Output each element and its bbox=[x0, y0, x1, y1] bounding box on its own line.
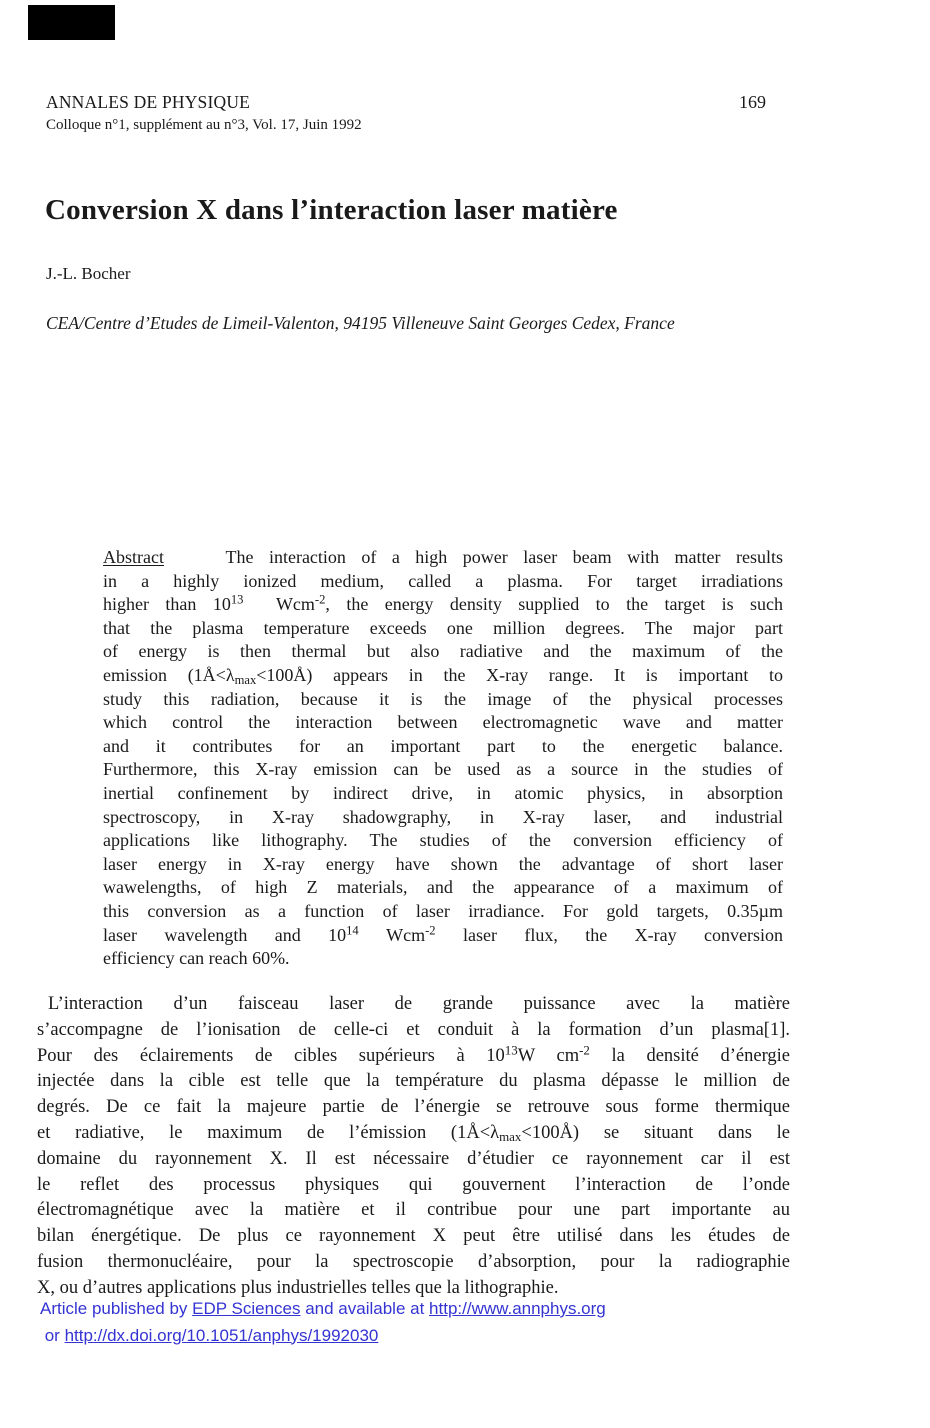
body-paragraph bbox=[37, 992, 790, 1302]
text-line: Furthermore, this X-ray emission can be used as a source in the studies of bbox=[103, 759, 783, 780]
text-line: L’interaction d’un faisceau laser de grande puissance avec la matière bbox=[48, 994, 790, 1014]
text-line: wawelengths, of high Z materials, and the appearance of a maximum of bbox=[103, 877, 783, 898]
redaction-box bbox=[28, 5, 115, 40]
footer-text-or: or bbox=[40, 1325, 65, 1345]
text-line: which control the interaction between electromagnetic wave and matter bbox=[103, 712, 783, 733]
text-line: électromagnétique avec la matière et il contribue pour une part importante au bbox=[37, 1200, 790, 1221]
text-line: X, ou d’autres applications plus industrielles telles que la lithographie. bbox=[37, 1277, 559, 1298]
text-line: and it contributes for an important part to the energetic balance. bbox=[103, 735, 783, 756]
footer-text-middle: and available at bbox=[300, 1299, 430, 1318]
text-line: et radiative, le maximum de l’émission $(1Å<\lambda_{max}<100Å)$ se situant dans le bbox=[37, 1122, 790, 1145]
text-line: this conversion as a function of laser irradiance. For gold targets, 0.35µm bbox=[103, 900, 783, 921]
text-line: of energy is then thermal but also radiative and the maximum of the bbox=[103, 641, 783, 662]
doi-link[interactable]: http://dx.doi.org/10.1051/anphys/1992030 bbox=[64, 1325, 379, 1345]
text-line: degrés. De ce fait la majeure partie de l’énergie se retrouve sous forme thermique bbox=[37, 1097, 790, 1118]
text-line: inertial confinement by indirect drive, in atomic physics, in absorption bbox=[103, 782, 783, 803]
text-line: applications like lithography. The studies of the conversion efficiency of bbox=[103, 830, 783, 851]
text-line: domaine du rayonnement X. Il est nécessaire d’étudier ce rayonnement car il est bbox=[37, 1148, 790, 1169]
text-line: emission $(1Å<\lambda_{max}<100Å)$ appears in the X-ray range. It is important to bbox=[103, 664, 784, 688]
text-line: le reflet des processus physiques qui gouvernent l’interaction de l’onde bbox=[37, 1174, 790, 1195]
text-line: spectroscopy, in X-ray shadowgraphy, in X-ray laser, and industrial bbox=[103, 806, 783, 827]
footer-text-prefix: Article published by bbox=[40, 1299, 193, 1318]
article-title: Conversion X dans l’interaction laser matière bbox=[45, 194, 618, 226]
text-line: Pour des éclairements de cibles supérieurs à $10^{13}W$ $cm^{-2}$ la densité d’énergie bbox=[37, 1042, 791, 1066]
journal-header bbox=[46, 92, 696, 134]
text-line: injectée dans la cible est telle que la température du plasma dépasse le million de bbox=[37, 1071, 790, 1092]
edp-sciences-link[interactable]: EDP Sciences bbox=[192, 1299, 301, 1318]
text-line: laser wavelength and $10^{14}$ Wcm$^{-2}$ laser flux, the X-ray conversion bbox=[103, 923, 784, 945]
text-line: fusion thermonucléaire, pour la spectroscopie d’absorption, pour la radiographie bbox=[37, 1251, 790, 1272]
text-line: efficiency can reach 60%. bbox=[103, 948, 290, 969]
abstract-paragraph bbox=[103, 546, 783, 971]
publisher-footer bbox=[40, 1296, 860, 1349]
text-line: laser energy in X-ray energy have shown the advantage of short laser bbox=[103, 853, 783, 874]
annphys-link[interactable]: http://www.annphys.org bbox=[429, 1299, 606, 1318]
text-line: bilan énergétique. De plus ce rayonnement X peut être utilisé dans les études de bbox=[37, 1226, 790, 1247]
text-line: that the plasma temperature exceeds one million degrees. The major part bbox=[103, 617, 783, 638]
author-affiliation: CEA/Centre d’Etudes de Limeil-Valenton, 94195 Villeneuve Saint Georges Cedex, France bbox=[46, 313, 675, 333]
text-line: s’accompagne de l’ionisation de celle-ci et conduit à la formation d’un plasma[1]. bbox=[37, 1019, 790, 1040]
journal-name: ANNALES DE PHYSIQUE bbox=[46, 92, 251, 112]
abstract-label: Abstract bbox=[103, 547, 164, 567]
text-line: study this radiation, because it is the image of the physical processes bbox=[103, 688, 783, 709]
issue-line: Colloque n°1, supplément au n°3, Vol. 17, Juin 1992 bbox=[46, 117, 362, 133]
text-line: in a highly ionized medium, called a plasma. For target irradiations bbox=[103, 570, 783, 591]
author-name: J.-L. Bocher bbox=[46, 264, 131, 283]
text-line: Abstract The interaction of a high power laser beam with matter results bbox=[103, 547, 783, 567]
text-line: higher than $10^{13}$ Wcm$^{-2}$, the energy density supplied to the target is such bbox=[103, 592, 783, 615]
page-number: 169 bbox=[739, 92, 766, 112]
